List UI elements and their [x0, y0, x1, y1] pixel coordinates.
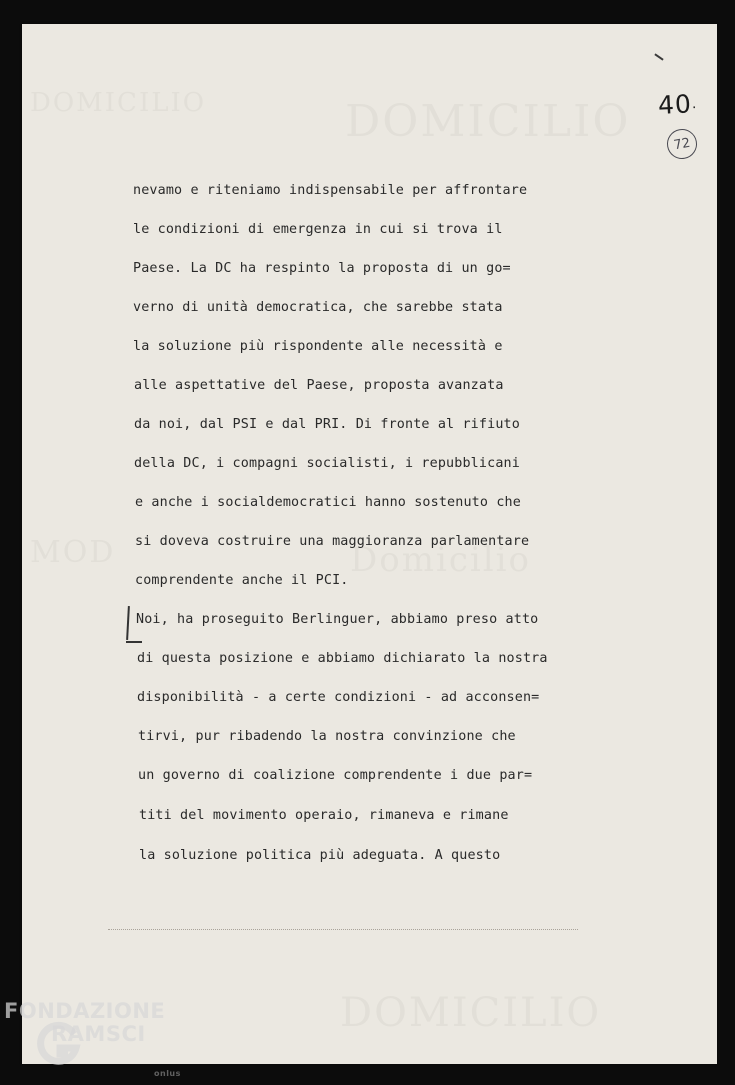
text-line: verno di unità democratica, che sarebbe stata — [133, 300, 503, 315]
page-number: 40· — [657, 89, 698, 121]
text-line: di questa posizione e abbiamo dichiarato la nostra — [137, 651, 548, 666]
text-line: comprendente anche il PCI. — [135, 573, 349, 588]
dotted-rule — [108, 929, 578, 930]
watermark-logo — [4, 999, 184, 1078]
text-line: tirvi, pur ribadendo la nostra convinzione che — [138, 729, 516, 744]
text-line: alle aspettative del Paese, proposta avanzata — [134, 378, 504, 393]
archive-number: 72 — [672, 135, 692, 153]
text-line: e anche i socialdemocratici hanno sostenuto che — [135, 495, 521, 510]
text-line: un governo di coalizione comprendente i due par= — [138, 768, 533, 783]
text-line: la soluzione più rispondente alle necessità e — [133, 339, 503, 354]
text-line: le condizioni di emergenza in cui si trova il — [133, 222, 503, 237]
margin-mark — [126, 641, 142, 643]
text-line: nevamo e riteniamo indispensabile per affrontare — [133, 183, 528, 198]
text-line: Noi, ha proseguito Berlinguer, abbiamo preso atto — [136, 612, 539, 627]
text-line: della DC, i compagni socialisti, i repubblicani — [134, 456, 520, 471]
watermark-line-1: FONDAZIONE — [4, 999, 166, 1023]
text-line: titi del movimento operaio, rimaneva e rimane — [139, 808, 509, 823]
text-line: si doveva costruire una maggioranza parlamentare — [135, 534, 530, 549]
watermark-line-2: RAMSCI — [51, 1022, 146, 1046]
text-line: da noi, dal PSI e dal PRI. Di fronte al rifiuto — [134, 417, 520, 432]
text-line: la soluzione politica più adeguata. A questo — [139, 848, 501, 863]
text-line: Paese. La DC ha respinto la proposta di un go= — [133, 261, 511, 276]
text-line: disponibilità - a certe condizioni - ad acconsen= — [137, 690, 540, 705]
watermark-small-text: onlus — [154, 1069, 181, 1078]
